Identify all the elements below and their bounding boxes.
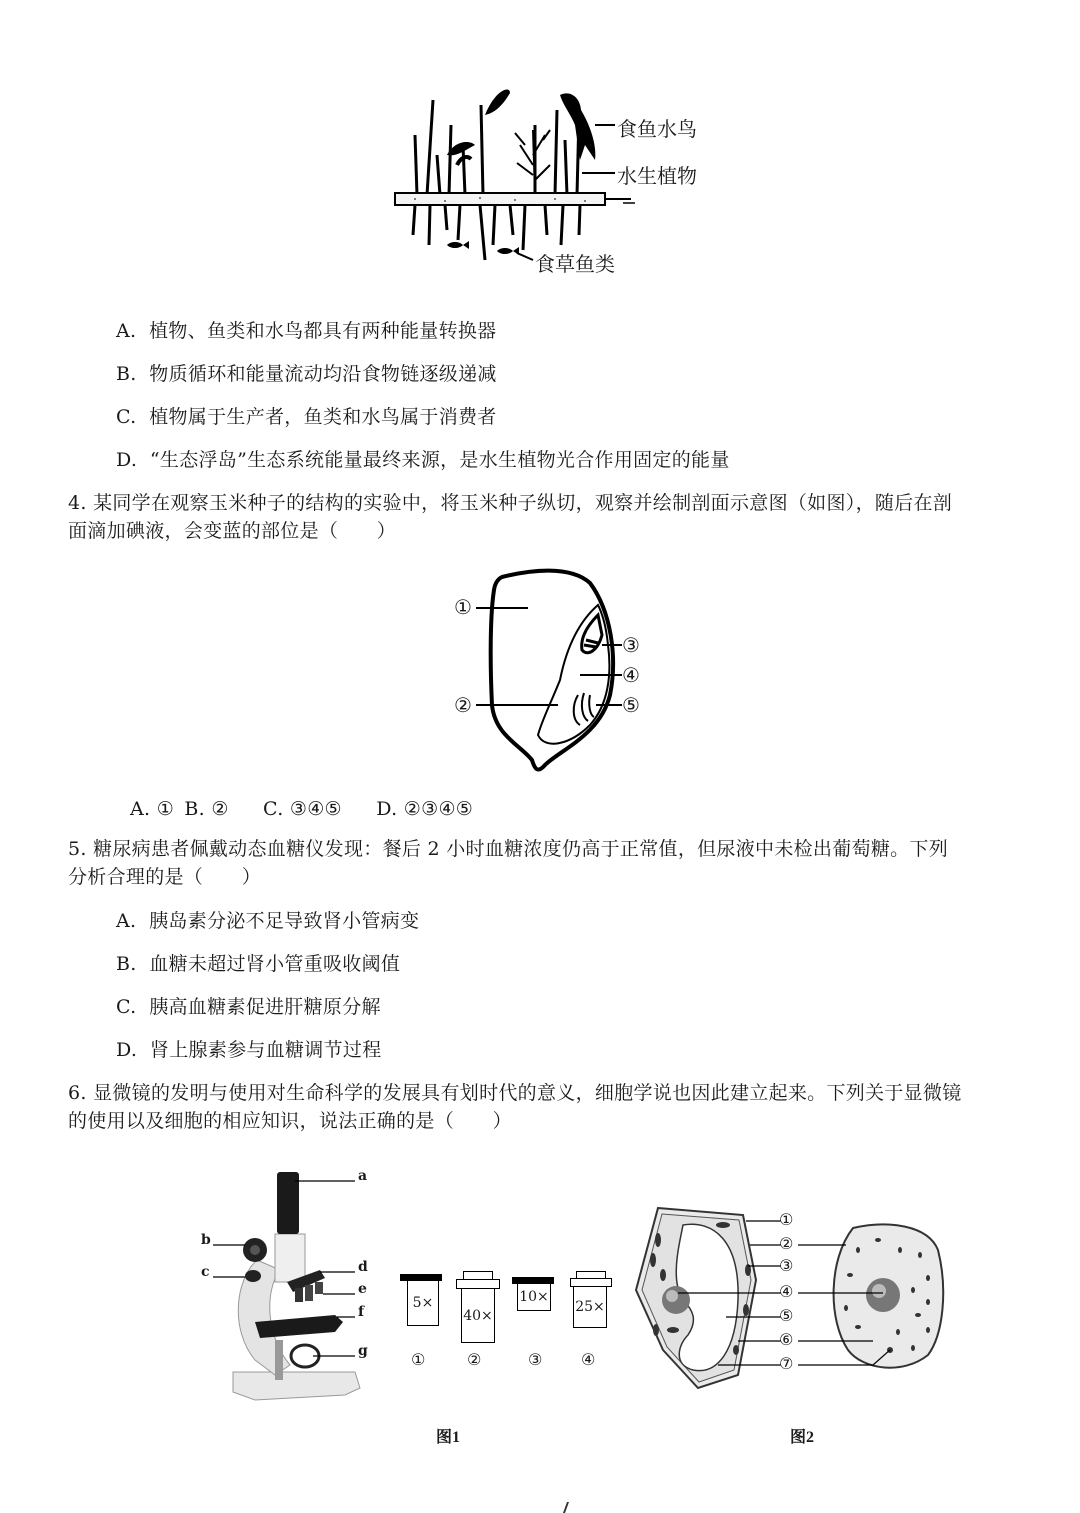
option-key: C.: [263, 798, 284, 820]
cell-label-4: ④: [779, 1282, 794, 1301]
lens-1: [400, 1274, 442, 1326]
q5-stem-line1: 5. 糖尿病患者佩戴动态血糖仪发现：餐后 2 小时血糖浓度仍高于正常值，但尿液中未检出葡萄糖。下列: [68, 838, 949, 860]
option-text: 血糖未超过肾小管重吸收阈值: [149, 953, 401, 975]
option-text: 物质循环和能量流动均沿食物链逐级递减: [149, 363, 497, 385]
option-key: C.: [116, 996, 137, 1018]
q5-option-c[interactable]: [116, 996, 381, 1018]
lens-4-mag: 25×: [573, 1287, 607, 1328]
microscope-drawing: [195, 1160, 385, 1425]
q4-stem-line2: 面滴加碘液，会变蓝的部位是（ ）: [68, 520, 397, 542]
cell-label-5: ⑤: [779, 1306, 794, 1325]
lens-1-mag: 5×: [407, 1281, 439, 1326]
option-key: A.: [116, 320, 137, 342]
q5-stem-line2: 分析合理的是（ ）: [68, 866, 262, 888]
figure-floating-island: [385, 85, 725, 280]
lens-set: [395, 1268, 625, 1378]
lens-num-2: ②: [467, 1350, 482, 1369]
q4-option-b[interactable]: [184, 798, 228, 820]
q6-stem-line2: 的使用以及细胞的相应知识，说法正确的是（ ）: [68, 1110, 512, 1132]
microscope-label-g: g: [358, 1343, 368, 1359]
lens-2: [456, 1271, 500, 1343]
q3-option-d[interactable]: [116, 449, 730, 471]
lens-num-4: ④: [581, 1350, 596, 1369]
option-text: ②③④⑤: [403, 798, 474, 820]
option-text: 胰高血糖素促进肝糖原分解: [149, 996, 381, 1018]
corn-seed-drawing: [450, 565, 650, 775]
cell-label-2: ②: [779, 1234, 794, 1253]
microscope-label-c: c: [201, 1264, 210, 1280]
figure-cells: [628, 1200, 958, 1395]
q5-option-b[interactable]: [116, 953, 400, 975]
seed-label-5: ⑤: [622, 693, 640, 717]
q4-stem-line1: 4. 某同学在观察玉米种子的结构的实验中，将玉米种子纵切，观察并绘制剖面示意图（如图），随后在剖: [68, 492, 953, 514]
seed-label-2: ②: [454, 693, 472, 717]
q3-option-a[interactable]: [116, 320, 496, 342]
option-key: A.: [116, 910, 137, 932]
cell-label-7: ⑦: [779, 1354, 794, 1373]
microscope-label-e: e: [358, 1281, 367, 1297]
option-text: 胰岛素分泌不足导致肾小管病变: [149, 910, 420, 932]
option-text: 植物、鱼类和水鸟都具有两种能量转换器: [149, 320, 497, 342]
figure-microscope: [195, 1160, 385, 1425]
lens-3: [512, 1277, 554, 1311]
lens-2-mag: 40×: [461, 1289, 495, 1343]
option-key: D.: [376, 798, 398, 820]
q3-option-b[interactable]: [116, 363, 497, 385]
label-herbivorous-fish: 食草鱼类: [535, 252, 615, 276]
lens-num-1: ①: [411, 1350, 426, 1369]
seed-label-1: ①: [454, 595, 472, 619]
option-key: A.: [130, 798, 151, 820]
label-aquatic-plants: 水生植物: [617, 164, 697, 188]
lens-4: [570, 1271, 612, 1328]
q4-option-d[interactable]: [376, 798, 473, 820]
q4-option-c[interactable]: [263, 798, 342, 820]
option-text: 肾上腺素参与血糖调节过程: [149, 1039, 382, 1061]
microscope-label-d: d: [358, 1259, 368, 1275]
seed-label-4: ④: [622, 663, 640, 687]
option-text: “生态浮岛”生态系统能量最终来源，是水生植物光合作用固定的能量: [149, 449, 730, 471]
option-key: B.: [184, 798, 206, 820]
cell-label-3: ③: [779, 1256, 794, 1275]
q4-option-a[interactable]: [130, 798, 174, 820]
option-key: D.: [116, 1039, 138, 1061]
lens-num-3: ③: [528, 1350, 543, 1369]
microscope-label-b: b: [201, 1232, 211, 1248]
q3-option-c[interactable]: [116, 406, 497, 428]
option-key: C.: [116, 406, 137, 428]
figure-corn-seed: [450, 565, 650, 775]
caption-fig2: 图2: [790, 1429, 815, 1446]
microscope-label-f: f: [358, 1304, 365, 1320]
q4-options: [130, 798, 473, 820]
label-fish-eating-bird: 食鱼水鸟: [617, 117, 697, 141]
option-text: ②: [211, 798, 229, 820]
cell-label-6: ⑥: [779, 1330, 794, 1349]
microscope-label-a: a: [358, 1168, 368, 1184]
page-edge-mark: [563, 1502, 569, 1513]
option-key: B.: [116, 363, 137, 385]
option-text: 植物属于生产者，鱼类和水鸟属于消费者: [149, 406, 497, 428]
cell-label-1: ①: [779, 1210, 794, 1229]
seed-label-3: ③: [622, 633, 640, 657]
option-key: B.: [116, 953, 137, 975]
option-text: ③④⑤: [289, 798, 342, 820]
lens-3-mag: 10×: [517, 1284, 551, 1311]
q5-option-d[interactable]: [116, 1039, 382, 1061]
option-key: D.: [116, 449, 138, 471]
q5-option-a[interactable]: [116, 910, 419, 932]
option-text: ①: [156, 798, 175, 820]
caption-fig1: 图1: [436, 1429, 461, 1446]
q6-stem-line1: 6. 显微镜的发明与使用对生命科学的发展具有划时代的意义，细胞学说也因此建立起来。下列关于显微镜: [68, 1082, 962, 1104]
